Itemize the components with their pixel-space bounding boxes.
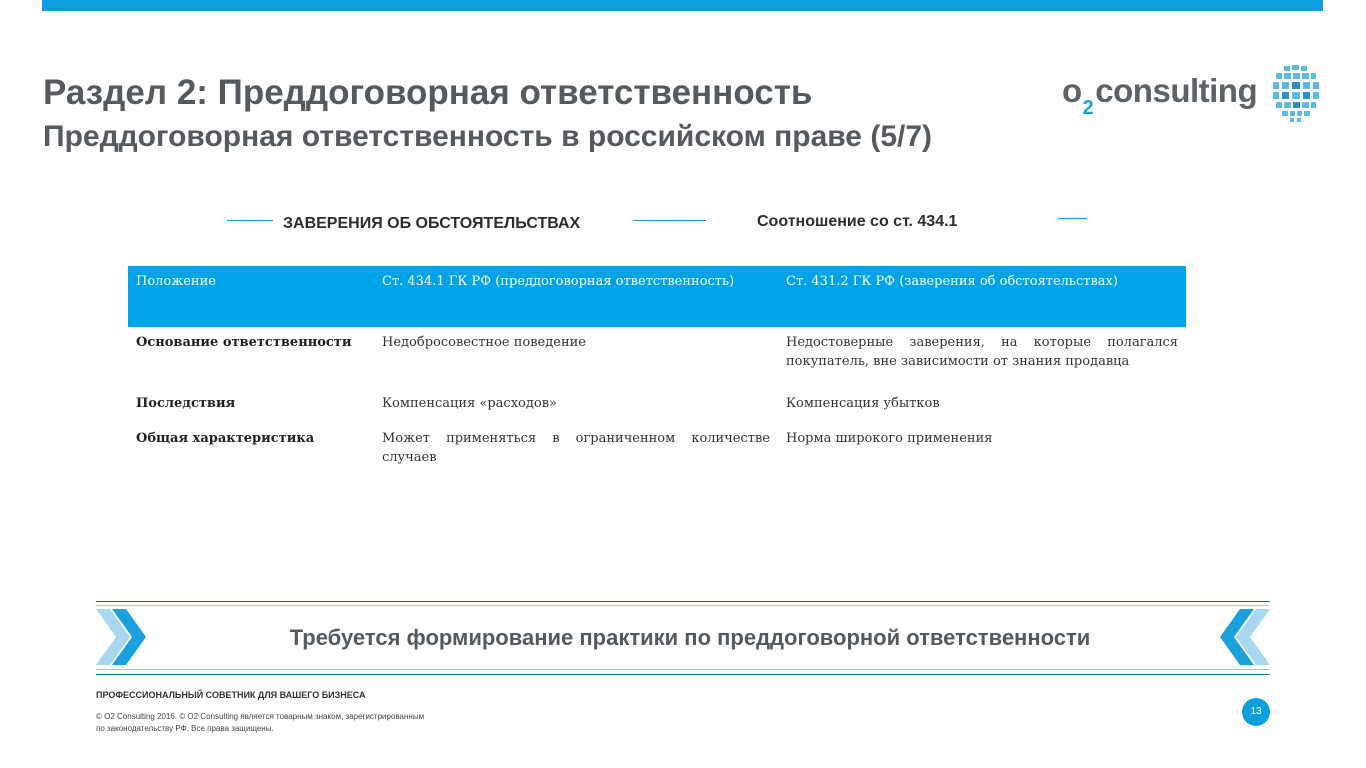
- page-number-badge: 13: [1242, 698, 1270, 726]
- table-row: [128, 423, 1186, 483]
- banner-message: Требуется формирование практики по преддоговорной ответственности: [289, 625, 1091, 650]
- footer-copyright: © O2 Consulting 2016. © O2 Consulting является товарным знаком, зарегистрированным по законодательству РФ. Все права защищены.: [96, 712, 425, 733]
- banner-bottom-line-thin: [96, 669, 1270, 670]
- table-cell: Общая характеристика: [136, 431, 315, 446]
- table-cell: Основание ответственности: [136, 335, 352, 350]
- table-header-cell: Положение: [136, 274, 216, 289]
- footer-tagline: ПРОФЕССИОНАЛЬНЫЙ СОВЕТНИК ДЛЯ ВАШЕГО БИЗНЕСА: [96, 690, 366, 700]
- table-header-cell: Ст. 434.1 ГК РФ (преддоговорная ответственность): [382, 274, 735, 289]
- logo-text-subscript: 2: [1082, 97, 1094, 119]
- table-cell: Последствия: [136, 396, 236, 411]
- section-label-left: ЗАВЕРЕНИЯ ОБ ОБСТОЯТЕЛЬСТВАХ: [283, 215, 581, 232]
- table-row: [128, 388, 1186, 423]
- table-cell: Недостоверные заверения, на которые полагался покупатель, вне зависимости от знания продавца: [786, 335, 1178, 369]
- logo-text-prefix: o: [1062, 72, 1082, 109]
- comparison-table: [128, 266, 1186, 483]
- table-cell: Может применяться в ограниченном количестве случаев: [382, 431, 770, 465]
- table-row: [128, 327, 1186, 388]
- section-left-rule-b: [633, 220, 706, 221]
- banner-top-line: [96, 601, 1270, 602]
- section-label-right: Соотношение со ст. 434.1: [757, 213, 958, 230]
- banner-top-line-thin: [96, 605, 1270, 606]
- table-cell: Компенсация убытков: [786, 396, 940, 411]
- logo-text-suffix: consulting: [1095, 72, 1258, 109]
- page-subtitle: Преддоговорная ответственность в российском праве (5/7): [43, 120, 933, 153]
- chevron-left-icon: [1218, 607, 1270, 667]
- table-cell: Компенсация «расходов»: [382, 396, 557, 411]
- page-title: Раздел 2: Преддоговорная ответственность: [43, 73, 813, 112]
- top-accent-bar: [42, 0, 1323, 11]
- company-logo: [1062, 64, 1324, 126]
- section-right-rule: [1058, 218, 1087, 219]
- globe-grid-icon: [1270, 64, 1322, 124]
- banner-bottom-line: [96, 674, 1270, 675]
- section-left-rule-a: [227, 220, 273, 221]
- table-header-row: [128, 266, 1186, 327]
- logo-wordmark: [1062, 72, 1258, 119]
- table-cell: Недобросовестное поведение: [382, 335, 586, 350]
- table-header-cell: Ст. 431.2 ГК РФ (заверения об обстоятельствах): [786, 274, 1118, 289]
- table-cell: Норма широкого применения: [786, 431, 993, 446]
